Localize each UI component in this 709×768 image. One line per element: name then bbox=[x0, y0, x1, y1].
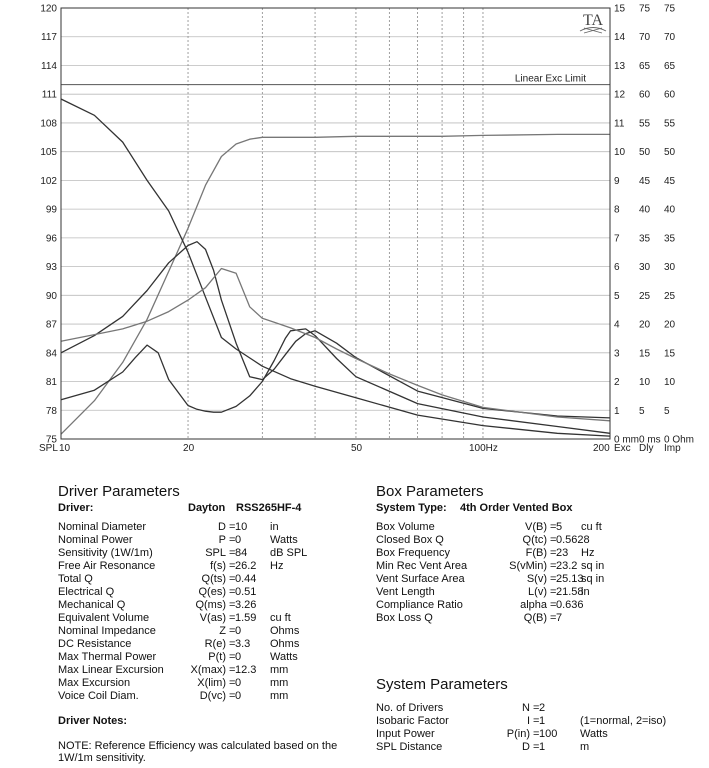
equals-sign: = bbox=[550, 573, 557, 585]
y-tick-label: 75 bbox=[45, 434, 57, 446]
param-val: 3.3 bbox=[235, 638, 251, 650]
param-val: 2 bbox=[539, 702, 546, 714]
param-unit: in bbox=[270, 521, 279, 533]
param-name: Input Power bbox=[376, 728, 435, 740]
param-val: 23.2 bbox=[556, 560, 578, 572]
x-tick-label: 200 bbox=[593, 443, 610, 454]
right-tick-label: 11 bbox=[614, 118, 625, 130]
param-val: 21.58 bbox=[556, 586, 584, 598]
right-tick-label: 10 bbox=[639, 377, 651, 389]
equals-sign: = bbox=[550, 599, 557, 611]
y-tick-label: 108 bbox=[40, 118, 57, 130]
param-unit: Hz bbox=[270, 560, 284, 572]
right-tick-label: 60 bbox=[639, 89, 651, 101]
param-name: Box Frequency bbox=[376, 547, 450, 559]
right-tick-label: 0 Ohm bbox=[664, 434, 695, 446]
right-axis-title: Imp bbox=[664, 443, 681, 454]
param-sym: P(in) bbox=[506, 728, 530, 740]
right-tick-label: 35 bbox=[664, 233, 676, 245]
right-tick-label: 35 bbox=[639, 233, 651, 245]
y-tick-label: 96 bbox=[45, 233, 57, 245]
param-unit: mm bbox=[270, 677, 289, 689]
param-sym: V(as) bbox=[199, 612, 226, 624]
param-name: Box Volume bbox=[376, 521, 435, 533]
param-name: Max Linear Excursion bbox=[58, 664, 164, 676]
param-val: 84 bbox=[235, 547, 248, 559]
y-tick-label: 81 bbox=[45, 377, 57, 389]
param-name: Voice Coil Diam. bbox=[58, 690, 139, 702]
box-header-label: System Type: bbox=[376, 502, 447, 514]
right-tick-label: 50 bbox=[639, 147, 651, 159]
param-sym: P(t) bbox=[208, 651, 226, 663]
param-val: 0 bbox=[235, 690, 242, 702]
param-val: 12.3 bbox=[235, 664, 257, 676]
right-tick-label: 3 bbox=[614, 348, 620, 360]
param-sym: Q(es) bbox=[198, 586, 226, 598]
box-parameters-title: Box Parameters bbox=[376, 483, 484, 500]
right-tick-label: 2 bbox=[614, 377, 620, 389]
param-val: 0.5628 bbox=[556, 534, 590, 546]
param-val: 23 bbox=[556, 547, 569, 559]
y-tick-label: 99 bbox=[45, 204, 57, 216]
param-name: Nominal Power bbox=[58, 534, 133, 546]
param-sym: P bbox=[218, 534, 226, 546]
param-sym: Z bbox=[219, 625, 226, 637]
right-tick-label: 30 bbox=[664, 262, 676, 274]
param-name: Nominal Diameter bbox=[58, 521, 147, 533]
y-tick-label: 102 bbox=[40, 175, 57, 187]
x-tick-label: 10 bbox=[59, 443, 71, 454]
y-tick-label: 78 bbox=[45, 405, 57, 417]
param-unit: Watts bbox=[270, 534, 298, 546]
equals-sign: = bbox=[533, 728, 540, 740]
param-val: 1.59 bbox=[235, 612, 257, 624]
right-tick-label: 45 bbox=[639, 175, 651, 187]
right-axis-title: Exc bbox=[614, 443, 631, 454]
equals-sign: = bbox=[229, 677, 236, 689]
param-val: 25.13 bbox=[556, 573, 584, 585]
equals-sign: = bbox=[533, 715, 540, 727]
equals-sign: = bbox=[550, 586, 557, 598]
y-tick-label: 111 bbox=[41, 89, 57, 101]
logo-text: TA bbox=[582, 12, 604, 29]
param-name: Compliance Ratio bbox=[376, 599, 463, 611]
param-name: Nominal Impedance bbox=[58, 625, 156, 637]
equals-sign: = bbox=[229, 560, 236, 572]
x-tick-label: 50 bbox=[350, 443, 363, 454]
param-name: Vent Length bbox=[376, 586, 435, 598]
right-tick-label: 15 bbox=[664, 348, 676, 360]
equals-sign: = bbox=[229, 573, 236, 585]
param-name: Sensitivity (1W/1m) bbox=[58, 547, 153, 559]
param-unit: sq in bbox=[581, 573, 605, 585]
right-tick-label: 20 bbox=[639, 319, 651, 331]
equals-sign: = bbox=[550, 612, 557, 624]
y-right-ticks bbox=[614, 4, 694, 455]
param-name: Max Thermal Power bbox=[58, 651, 157, 663]
right-tick-label: 65 bbox=[664, 60, 676, 72]
param-name: No. of Drivers bbox=[376, 702, 444, 714]
param-sym: f(s) bbox=[210, 560, 226, 572]
right-tick-label: 55 bbox=[639, 118, 651, 130]
param-val: 26.2 bbox=[235, 560, 257, 572]
driver-parameters-title: Driver Parameters bbox=[58, 483, 180, 500]
param-val: 0.51 bbox=[235, 586, 257, 598]
param-sym: Q(tc) bbox=[522, 534, 547, 546]
y-tick-label: 93 bbox=[45, 262, 57, 274]
y-tick-label: 105 bbox=[40, 147, 57, 159]
param-val: 0 bbox=[235, 651, 242, 663]
param-val: 0 bbox=[235, 534, 242, 546]
param-sym: Q(ms) bbox=[195, 599, 226, 611]
param-unit: Hz bbox=[581, 547, 595, 559]
param-sym: D(vc) bbox=[199, 690, 226, 702]
right-tick-label: 4 bbox=[614, 319, 620, 331]
param-val: 0.44 bbox=[235, 573, 257, 585]
right-tick-label: 5 bbox=[639, 405, 645, 417]
param-unit: Watts bbox=[580, 728, 608, 740]
param-unit: cu ft bbox=[581, 521, 602, 533]
param-unit: dB SPL bbox=[270, 547, 308, 559]
param-unit: (1=normal, 2=iso) bbox=[580, 715, 667, 727]
right-tick-label: 15 bbox=[639, 348, 651, 360]
right-tick-label: 10 bbox=[664, 377, 676, 389]
y-tick-label: 90 bbox=[45, 290, 57, 302]
param-val: 100 bbox=[539, 728, 558, 740]
driver-notes-title: Driver Notes: bbox=[58, 715, 128, 727]
equals-sign: = bbox=[550, 560, 557, 572]
param-name: Equivalent Volume bbox=[58, 612, 150, 624]
y-tick-label: 114 bbox=[41, 60, 57, 72]
equals-sign: = bbox=[229, 625, 236, 637]
param-name: DC Resistance bbox=[58, 638, 132, 650]
right-tick-label: 14 bbox=[614, 32, 626, 44]
right-tick-label: 13 bbox=[614, 60, 626, 72]
param-val: 1 bbox=[539, 715, 546, 727]
y-tick-label: 120 bbox=[40, 3, 57, 15]
equals-sign: = bbox=[229, 638, 236, 650]
param-unit: Ohms bbox=[270, 625, 300, 637]
param-name: Electrical Q bbox=[58, 586, 115, 598]
param-unit: cu ft bbox=[270, 612, 291, 624]
right-tick-label: 15 bbox=[614, 3, 626, 15]
param-sym: SPL bbox=[205, 547, 226, 559]
equals-sign: = bbox=[550, 534, 557, 546]
param-name: Mechanical Q bbox=[58, 599, 126, 611]
equals-sign: = bbox=[229, 690, 236, 702]
y-tick-label: 87 bbox=[45, 319, 57, 331]
param-name: Vent Surface Area bbox=[376, 573, 465, 585]
equals-sign: = bbox=[229, 586, 236, 598]
param-name: Min Rec Vent Area bbox=[376, 560, 468, 572]
param-name: Closed Box Q bbox=[376, 534, 444, 546]
equals-sign: = bbox=[229, 612, 236, 624]
linear-exc-limit-label: Linear Exc Limit bbox=[514, 73, 586, 85]
y-left-ticks bbox=[40, 4, 57, 446]
right-tick-label: 0 mm bbox=[614, 434, 639, 446]
right-tick-label: 20 bbox=[664, 319, 676, 331]
right-tick-label: 30 bbox=[639, 262, 651, 274]
param-sym: L(v) bbox=[528, 586, 547, 598]
equals-sign: = bbox=[550, 521, 557, 533]
param-unit: sq in bbox=[581, 560, 605, 572]
param-val: 1 bbox=[539, 741, 546, 753]
param-name: Box Loss Q bbox=[376, 612, 433, 624]
right-tick-label: 10 bbox=[614, 147, 626, 159]
right-tick-label: 12 bbox=[614, 89, 626, 101]
param-sym: V(B) bbox=[525, 521, 547, 533]
param-sym: D bbox=[522, 741, 530, 753]
right-tick-label: 25 bbox=[664, 290, 676, 302]
param-unit: m bbox=[580, 741, 590, 753]
right-tick-label: 75 bbox=[664, 3, 676, 15]
param-val: 0 bbox=[235, 677, 242, 689]
equals-sign: = bbox=[533, 741, 540, 753]
param-sym: X(max) bbox=[190, 664, 226, 676]
param-val: 0.636 bbox=[556, 599, 584, 611]
param-val: 3.26 bbox=[235, 599, 257, 611]
driver-note-line-2: 1W/1m sensitivity. bbox=[58, 752, 146, 764]
param-sym: Q(B) bbox=[523, 612, 547, 624]
param-sym: alpha bbox=[520, 599, 547, 611]
param-unit: mm bbox=[270, 690, 289, 702]
param-sym: S(v) bbox=[526, 573, 547, 585]
x-axis-title: SPL bbox=[39, 443, 58, 454]
right-tick-label: 65 bbox=[639, 60, 651, 72]
driver-model: RSS265HF-4 bbox=[236, 502, 302, 514]
right-tick-label: 0 ms bbox=[639, 434, 661, 446]
param-unit: in bbox=[581, 586, 590, 598]
right-tick-label: 7 bbox=[614, 233, 620, 245]
right-tick-label: 40 bbox=[639, 204, 651, 216]
param-sym: N bbox=[522, 702, 530, 714]
right-tick-label: 75 bbox=[639, 3, 651, 15]
x-tick-label: 100Hz bbox=[468, 443, 498, 454]
param-name: SPL Distance bbox=[376, 741, 443, 753]
y-tick-label: 117 bbox=[41, 32, 57, 44]
right-tick-label: 1 bbox=[614, 405, 620, 417]
right-axis-title: Dly bbox=[639, 443, 654, 454]
driver-note-line-1: NOTE: Reference Efficiency was calculated based on the bbox=[58, 740, 338, 752]
param-val: 10 bbox=[235, 521, 248, 533]
equals-sign: = bbox=[229, 599, 236, 611]
equals-sign: = bbox=[229, 651, 236, 663]
param-sym: S(vMin) bbox=[509, 560, 547, 572]
right-tick-label: 8 bbox=[614, 204, 620, 216]
right-tick-label: 45 bbox=[664, 175, 676, 187]
box-system-type: 4th Order Vented Box bbox=[460, 502, 573, 514]
equals-sign: = bbox=[229, 534, 236, 546]
param-sym: R(e) bbox=[204, 638, 226, 650]
right-tick-label: 55 bbox=[664, 118, 676, 130]
param-name: Total Q bbox=[58, 573, 93, 585]
param-name: Max Excursion bbox=[58, 677, 131, 689]
y-tick-label: 84 bbox=[45, 348, 57, 360]
param-val: 0 bbox=[235, 625, 242, 637]
right-tick-label: 9 bbox=[614, 175, 620, 187]
param-val: 7 bbox=[556, 612, 563, 624]
param-sym: Q(ts) bbox=[201, 573, 226, 585]
right-tick-label: 40 bbox=[664, 204, 676, 216]
param-unit: Watts bbox=[270, 651, 298, 663]
right-tick-label: 5 bbox=[614, 290, 620, 302]
param-sym: I bbox=[526, 715, 530, 727]
right-tick-label: 6 bbox=[614, 262, 620, 274]
equals-sign: = bbox=[550, 547, 557, 559]
right-tick-label: 60 bbox=[664, 89, 676, 101]
right-tick-label: 70 bbox=[639, 32, 651, 44]
driver-brand: Dayton bbox=[188, 502, 226, 514]
param-name: Isobaric Factor bbox=[376, 715, 449, 727]
right-tick-label: 5 bbox=[664, 405, 670, 417]
param-unit: Ohms bbox=[270, 638, 300, 650]
param-sym: X(lim) bbox=[197, 677, 226, 689]
x-tick-label: 20 bbox=[183, 443, 195, 454]
equals-sign: = bbox=[533, 702, 540, 714]
param-sym: F(B) bbox=[525, 547, 547, 559]
param-name: Free Air Resonance bbox=[58, 560, 156, 572]
param-unit: mm bbox=[270, 664, 289, 676]
right-tick-label: 70 bbox=[664, 32, 676, 44]
right-tick-label: 50 bbox=[664, 147, 676, 159]
equals-sign: = bbox=[229, 664, 236, 676]
param-val: 5 bbox=[556, 521, 563, 533]
x-ticks bbox=[59, 443, 610, 454]
system-parameters-title: System Parameters bbox=[376, 676, 508, 693]
equals-sign: = bbox=[229, 547, 236, 559]
right-tick-label: 25 bbox=[639, 290, 651, 302]
driver-header-label: Driver: bbox=[58, 502, 94, 514]
equals-sign: = bbox=[229, 521, 236, 533]
param-sym: D bbox=[218, 521, 226, 533]
